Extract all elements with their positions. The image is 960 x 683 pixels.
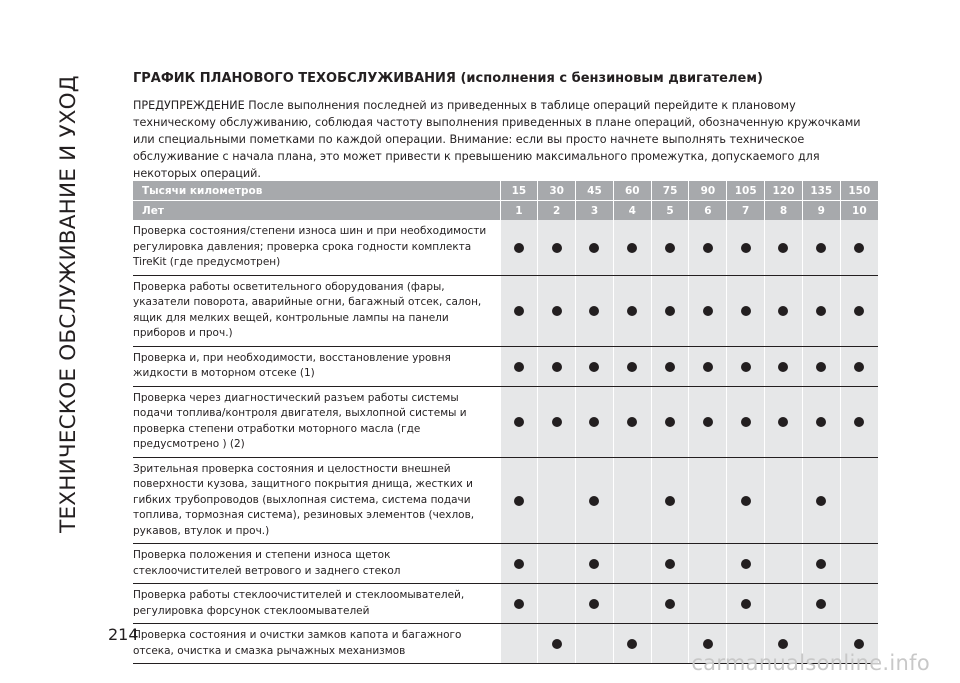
service-dot-icon (627, 417, 637, 427)
service-dot-icon (514, 559, 524, 569)
schedule-body (133, 220, 878, 664)
interval-cell (613, 346, 651, 386)
service-dot-icon (778, 362, 788, 372)
table-row (133, 457, 878, 544)
interval-cell (651, 457, 689, 544)
interval-cell (500, 624, 538, 664)
interval-cell (538, 624, 576, 664)
service-dot-icon (665, 362, 675, 372)
interval-cell (802, 544, 840, 584)
years-header-cell: 8 (765, 201, 803, 221)
service-dot-icon (703, 417, 713, 427)
interval-cell (802, 584, 840, 624)
interval-cell (689, 386, 727, 457)
interval-cell (538, 275, 576, 346)
interval-cell (651, 220, 689, 275)
km-header-cell: 45 (576, 181, 614, 201)
interval-cell (538, 457, 576, 544)
service-dot-icon (854, 417, 864, 427)
interval-cell (576, 275, 614, 346)
km-header-cell: 75 (651, 181, 689, 201)
service-dot-icon (703, 639, 713, 649)
operation-description: Проверка положения и степени износа щеток стеклоочистителей ветрового и заднего стекол (133, 544, 500, 584)
interval-cell (538, 346, 576, 386)
years-header-cell: 3 (576, 201, 614, 221)
interval-cell (840, 386, 878, 457)
interval-cell (727, 584, 765, 624)
interval-cell (576, 220, 614, 275)
operation-description: Зрительная проверка состояния и целостности внешней поверхности кузова, защитного покрытия днища, жестких и гибких трубопроводов (выхлопная система, система подачи топлива, тормозная система), резиновых элементов (чехлов, рукавов, втулок и проч.) (133, 457, 500, 544)
interval-cell (727, 457, 765, 544)
interval-cell (840, 346, 878, 386)
interval-cell (613, 275, 651, 346)
years-header-cell: 5 (651, 201, 689, 221)
interval-cell (538, 386, 576, 457)
interval-cell (651, 275, 689, 346)
years-header-row (133, 201, 878, 221)
service-dot-icon (589, 496, 599, 506)
interval-cell (576, 386, 614, 457)
interval-cell (765, 584, 803, 624)
km-header-row (133, 181, 878, 201)
service-dot-icon (552, 639, 562, 649)
service-dot-icon (741, 306, 751, 316)
service-dot-icon (589, 306, 599, 316)
interval-cell (538, 584, 576, 624)
interval-cell (576, 624, 614, 664)
service-dot-icon (514, 243, 524, 253)
service-dot-icon (552, 306, 562, 316)
interval-cell (613, 624, 651, 664)
page-number: 214 (108, 625, 139, 644)
service-dot-icon (854, 243, 864, 253)
service-dot-icon (741, 243, 751, 253)
interval-cell (802, 220, 840, 275)
interval-cell (651, 624, 689, 664)
warning-paragraph: ПРЕДУПРЕЖДЕНИЕ После выполнения последней из приведенных в таблице операций перейдите к плановому техническому обслуживанию, соблюдая частоту выполнения приведенных в плане операций, обозначенную кружочками или специальными пометками по каждой операции. Внимание: если вы просто начнете выполнять техническое обслуживание с начала плана, это может привести к превышению максимального промежутка, допускаемого для некоторых операций. (133, 99, 861, 180)
interval-cell (651, 544, 689, 584)
service-dot-icon (778, 306, 788, 316)
years-header-cell: 9 (802, 201, 840, 221)
maintenance-schedule-table (133, 181, 878, 664)
years-header-cell: 2 (538, 201, 576, 221)
interval-cell (802, 275, 840, 346)
service-dot-icon (854, 362, 864, 372)
service-dot-icon (665, 496, 675, 506)
service-dot-icon (816, 559, 826, 569)
interval-cell (613, 220, 651, 275)
service-dot-icon (514, 496, 524, 506)
interval-cell (765, 386, 803, 457)
interval-cell (500, 457, 538, 544)
interval-cell (500, 220, 538, 275)
interval-cell (613, 584, 651, 624)
interval-cell (538, 544, 576, 584)
interval-cell (500, 544, 538, 584)
service-dot-icon (665, 599, 675, 609)
service-dot-icon (741, 362, 751, 372)
service-dot-icon (627, 243, 637, 253)
interval-cell (500, 584, 538, 624)
section-side-title: ТЕХНИЧЕСКОЕ ОБСЛУЖИВАНИЕ И УХОД (55, 75, 81, 533)
service-dot-icon (627, 362, 637, 372)
service-dot-icon (741, 417, 751, 427)
table-row (133, 220, 878, 275)
km-header-cell: 90 (689, 181, 727, 201)
years-header-label: Лет (133, 201, 500, 221)
service-dot-icon (665, 243, 675, 253)
interval-cell (765, 220, 803, 275)
watermark: carmanualsonline.info (691, 651, 930, 675)
service-dot-icon (703, 243, 713, 253)
operation-description: Проверка состояния и очистки замков капота и багажного отсека, очистка и смазка рычажных механизмов (133, 624, 500, 664)
interval-cell (802, 346, 840, 386)
service-dot-icon (552, 417, 562, 427)
interval-cell (651, 584, 689, 624)
service-dot-icon (552, 362, 562, 372)
interval-cell (765, 457, 803, 544)
service-dot-icon (778, 243, 788, 253)
page-title-sub: (исполнения с бензиновым двигателем) (460, 71, 763, 86)
interval-cell (840, 220, 878, 275)
interval-cell (765, 544, 803, 584)
service-dot-icon (816, 362, 826, 372)
years-header-cell: 10 (840, 201, 878, 221)
service-dot-icon (627, 306, 637, 316)
years-header-cell: 1 (500, 201, 538, 221)
service-dot-icon (514, 417, 524, 427)
interval-cell (576, 584, 614, 624)
service-dot-icon (514, 306, 524, 316)
years-header-cell: 7 (727, 201, 765, 221)
table-row (133, 386, 878, 457)
interval-cell (500, 346, 538, 386)
service-dot-icon (665, 306, 675, 316)
page-title (133, 70, 879, 88)
interval-cell (840, 584, 878, 624)
interval-cell (651, 346, 689, 386)
interval-cell (689, 457, 727, 544)
interval-cell (500, 386, 538, 457)
service-dot-icon (627, 639, 637, 649)
service-dot-icon (589, 243, 599, 253)
interval-cell (727, 346, 765, 386)
page-title-main: ГРАФИК ПЛАНОВОГО ТЕХОБСЛУЖИВАНИЯ (133, 71, 456, 86)
service-dot-icon (854, 639, 864, 649)
interval-cell (802, 386, 840, 457)
operation-description: Проверка состояния/степени износа шин и при необходимости регулировка давления; проверка срока годности комплекта TireKit (где предусмотрен) (133, 220, 500, 275)
service-dot-icon (778, 417, 788, 427)
service-dot-icon (703, 306, 713, 316)
km-header-cell: 60 (613, 181, 651, 201)
service-dot-icon (703, 362, 713, 372)
interval-cell (500, 275, 538, 346)
interval-cell (689, 346, 727, 386)
interval-cell (576, 544, 614, 584)
service-dot-icon (589, 417, 599, 427)
interval-cell (840, 275, 878, 346)
km-header-cell: 120 (765, 181, 803, 201)
interval-cell (613, 386, 651, 457)
service-dot-icon (854, 306, 864, 316)
table-row (133, 275, 878, 346)
interval-cell (538, 220, 576, 275)
years-header-cell: 4 (613, 201, 651, 221)
interval-cell (727, 544, 765, 584)
operation-description: Проверка и, при необходимости, восстановление уровня жидкости в моторном отсеке (1) (133, 346, 500, 386)
interval-cell (689, 544, 727, 584)
interval-cell (576, 346, 614, 386)
service-dot-icon (778, 639, 788, 649)
table-row (133, 544, 878, 584)
service-dot-icon (589, 559, 599, 569)
service-dot-icon (816, 417, 826, 427)
service-dot-icon (741, 559, 751, 569)
service-dot-icon (741, 599, 751, 609)
interval-cell (613, 544, 651, 584)
service-dot-icon (589, 599, 599, 609)
service-dot-icon (816, 243, 826, 253)
service-dot-icon (552, 243, 562, 253)
operation-description: Проверка через диагностический разъем работы системы подачи топлива/контроля двигателя, выхлопной системы и проверка степени отработки моторного масла (где предусмотрено ) (2) (133, 386, 500, 457)
interval-cell (727, 220, 765, 275)
interval-cell (727, 386, 765, 457)
interval-cell (689, 584, 727, 624)
interval-cell (765, 346, 803, 386)
km-header-cell: 30 (538, 181, 576, 201)
interval-cell (576, 457, 614, 544)
table-row (133, 346, 878, 386)
interval-cell (765, 275, 803, 346)
service-dot-icon (514, 599, 524, 609)
km-header-label: Тысячи километров (133, 181, 500, 201)
operation-description: Проверка работы стеклоочистителей и стеклоомывателей, регулировка форсунок стеклоомывателей (133, 584, 500, 624)
interval-cell (613, 457, 651, 544)
interval-cell (727, 275, 765, 346)
content (133, 70, 879, 182)
km-header-cell: 135 (802, 181, 840, 201)
interval-cell (802, 457, 840, 544)
interval-cell (840, 457, 878, 544)
operation-description: Проверка работы осветительного оборудования (фары, указатели поворота, аварийные огни, багажный отсек, салон, ящик для мелких вещей, контрольные лампы на панели приборов и проч.) (133, 275, 500, 346)
service-dot-icon (816, 306, 826, 316)
interval-cell (651, 386, 689, 457)
service-dot-icon (665, 417, 675, 427)
interval-cell (689, 275, 727, 346)
km-header-cell: 105 (727, 181, 765, 201)
km-header-cell: 15 (500, 181, 538, 201)
service-dot-icon (741, 496, 751, 506)
km-header-cell: 150 (840, 181, 878, 201)
service-dot-icon (665, 559, 675, 569)
service-dot-icon (816, 599, 826, 609)
table-row (133, 584, 878, 624)
service-dot-icon (514, 362, 524, 372)
service-dot-icon (816, 496, 826, 506)
service-dot-icon (589, 362, 599, 372)
years-header-cell: 6 (689, 201, 727, 221)
interval-cell (689, 220, 727, 275)
interval-cell (840, 544, 878, 584)
